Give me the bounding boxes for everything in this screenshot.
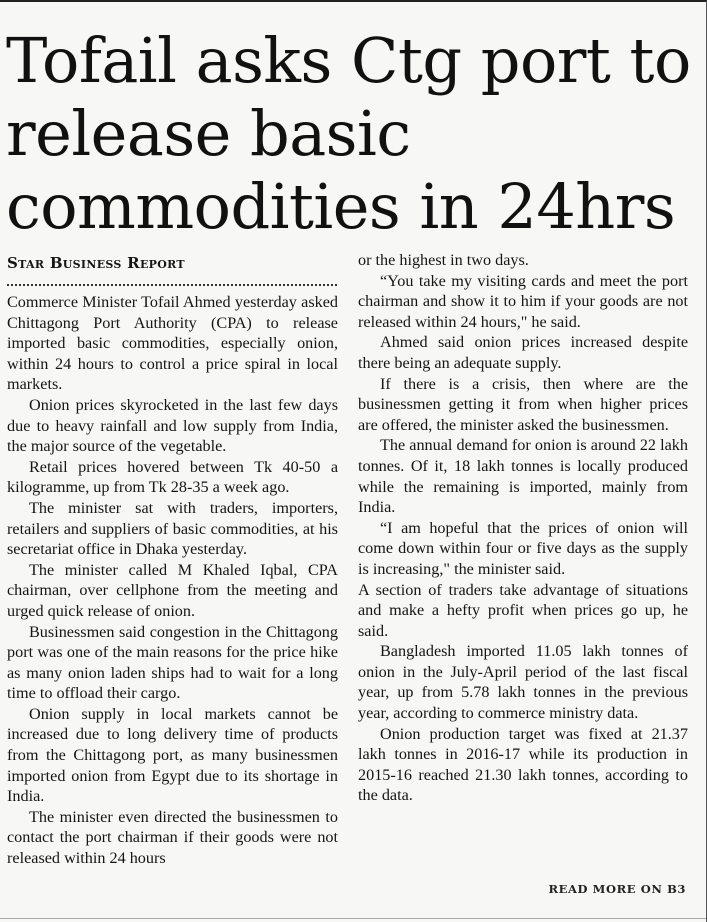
article-paragraph: The minister called M Khaled Iqbal, CPA chairman, over cellphone from the meeting and urged quick release of onion.: [7, 560, 338, 620]
article-paragraph: A section of traders take advantage of situations and make a hefty profit when prices go up, he said.: [358, 580, 688, 640]
article-paragraph: Onion supply in local markets cannot be increased due to long delivery time of products from the Chittagong port, as many businessmen imported onion from Egypt due to its shortage in India.: [7, 704, 338, 806]
byline: Star Business Report: [7, 254, 185, 272]
article-paragraph: If there is a crisis, then where are the businessmen getting it from when higher prices are offered, the minister asked the businessmen.: [358, 374, 688, 434]
bottom-border: [0, 918, 706, 919]
article-paragraph: The minister sat with traders, importers, retailers and suppliers of basic commodities, at his secretariat office in Dhaka yesterday.: [7, 498, 338, 559]
article-paragraph: Retail prices hovered between Tk 40-50 a kilogramme, up from Tk 28-35 a week ago.: [7, 457, 338, 497]
headline: Tofail asks Ctg port to release basic commodities in 24hrs: [6, 24, 691, 243]
article-paragraph: or the highest in two days.: [358, 251, 529, 269]
right-column: [358, 250, 688, 806]
article-paragraph: Bangladesh imported 11.05 lakh tonnes of onion in the July-April period of the last fiscal year, up from 5.78 lakh tonnes in the previous year, according to commerce ministry data.: [358, 642, 688, 723]
article-paragraph: The minister even directed the businessmen to contact the port chairman if their goods were not released within 24 hours: [7, 807, 338, 868]
article-paragraph: Onion prices skyrocketed in the last few days due to heavy rainfall and low supply from India, the major source of the vegetable.: [7, 395, 338, 456]
article-paragraph: Commerce Minister Tofail Ahmed yesterday asked Chittagong Port Authority (CPA) to release imported basic commodities, especially onion, within 24 hours to control a price spiral in local markets.: [7, 293, 338, 394]
article-paragraph: The annual demand for onion is around 22 lakh tonnes. Of it, 18 lakh tonnes is locally produced while the remaining is imported, mainly from India.: [358, 436, 688, 517]
article-paragraph: Ahmed said onion prices increased despite there being an adequate supply.: [358, 333, 688, 372]
dotted-divider: [7, 284, 337, 286]
article-paragraph: “I am hopeful that the prices of onion will come down within four or five days as the supply is increasing," the minister said.: [358, 518, 688, 578]
read-more-link[interactable]: READ MORE ON B3: [548, 882, 686, 896]
article-paragraph: “You take my visiting cards and meet the port chairman and show it to him if your goods are not released within 24 hours," he said.: [358, 271, 688, 331]
article-paragraph: Onion production target was fixed at 21.37 lakh tonnes in 2016-17 while its production in 2015-16 reached 21.30 lakh tonnes, according to the data.: [358, 724, 688, 805]
article-paragraph: Businessmen said congestion in the Chittagong port was one of the main reasons for the price hike as many onion laden ships had to wait for a long time to offload their cargo.: [7, 622, 338, 703]
left-column: [7, 250, 338, 869]
